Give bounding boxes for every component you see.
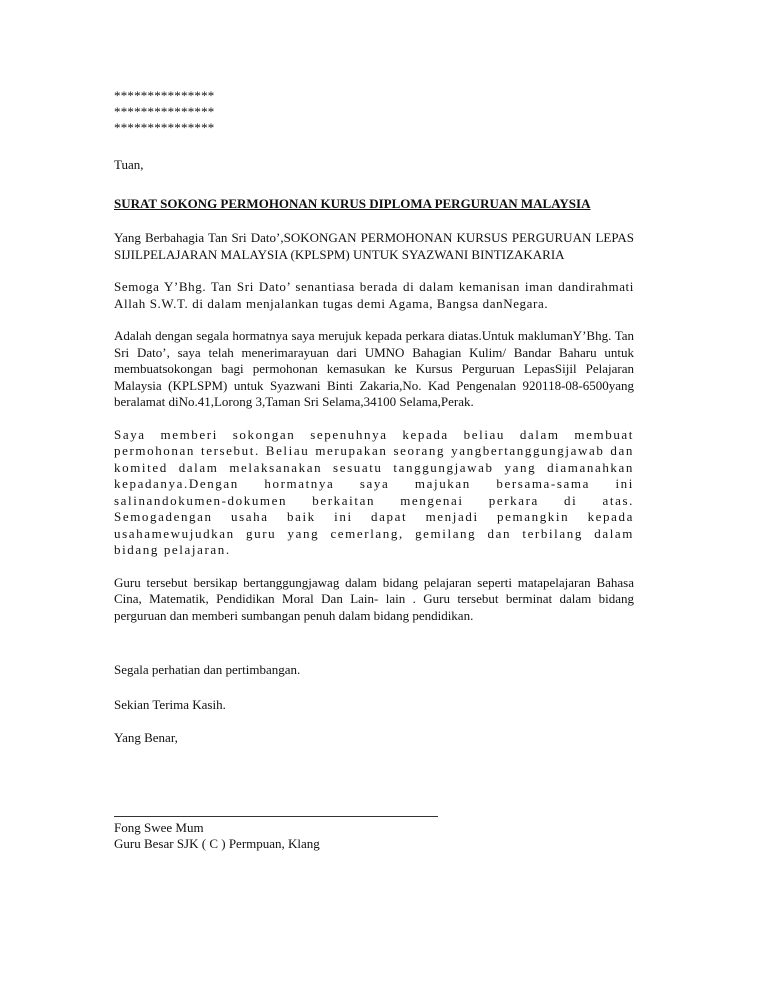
support-paragraph: Saya memberi sokongan sepenuhnya kepada beliau dalam membuat permohonan tersebut. Beliau merupakan seorang yangbertanggungjawab dan komited dalam melaksanakan sesuatu tanggungjawab yang diamanahkan kepadanya.Dengan hormatnya saya majukan bersama-sama ini salinandokumen-dokumen berkaitan mengenai perkara di atas. Semogadengan usaha baik ini dapat menjadi pemangkin kepada usahamewujudkan guru yang cemerlang, gemilang dan terbilang dalam bidang pelajaran. — [114, 426, 634, 557]
request-paragraph: Adalah dengan segala hormatnya saya merujuk kepada perkara diatas.Untuk maklumanY’Bhg. Tan Sri Dato’, saya telah menerimarayuan dari UMNO Bahagian Kulim/ Bandar Baharu untuk membuatsokongan bagi permohonan kemasukan ke Kursus Perguruan LepasSijil Pelajaran Malaysia (KPLSPM) untuk Syazwani Binti Zakaria,No. Kad Pengenalan 920118-08-6500yang beralamat diNo.41,Lorong 3,Taman Sri Selama,34100 Selama,Perak. — [114, 328, 634, 409]
closing-line: Segala perhatian dan pertimbangan. — [114, 662, 301, 677]
sign-off: Yang Benar, — [114, 730, 178, 745]
teacher-description-paragraph: Guru tersebut bersikap bertanggungjawag dalam bidang pelajaran seperti matapelajaran Bahasa Cina, Matematik, Pendidikan Moral Dan Lain- lain . Guru tersebut berminat dalam bidang perguruan dan memberi sumbangan penuh dalam bidang pendidikan. — [114, 574, 634, 623]
letter-subject: SURAT SOKONG PERMOHONAN KURUS DIPLOMA PERGURUAN MALAYSIA — [114, 195, 591, 211]
thanks-line: Sekian Terima Kasih. — [114, 696, 226, 712]
reference-paragraph: Yang Berbahagia Tan Sri Dato’,SOKONGAN PERMOHONAN KURSUS PERGURUAN LEPAS SIJILPELAJARAN MALAYSIA (KPLSPM) UNTUK SYAZWANI BINTIZAKARIA — [114, 230, 634, 262]
masked-address-block — [114, 88, 634, 136]
signature-line — [114, 816, 438, 817]
greeting-paragraph: Semoga Y’Bhg. Tan Sri Dato’ senantiasa berada di dalam kemanisan iman dandirahmati Allah S.W.T. di dalam menjalankan tugas demi Agama, Bangsa danNegara. — [114, 279, 634, 311]
masked-line: *************** — [114, 104, 215, 119]
signer-name: Fong Swee Mum — [114, 819, 204, 835]
letter-page — [114, 88, 634, 853]
masked-line: *************** — [114, 120, 215, 135]
masked-line: *************** — [114, 88, 215, 103]
signer-title: Guru Besar SJK ( C ) Permpuan, Klang — [114, 836, 320, 851]
salutation: Tuan, — [114, 157, 144, 172]
